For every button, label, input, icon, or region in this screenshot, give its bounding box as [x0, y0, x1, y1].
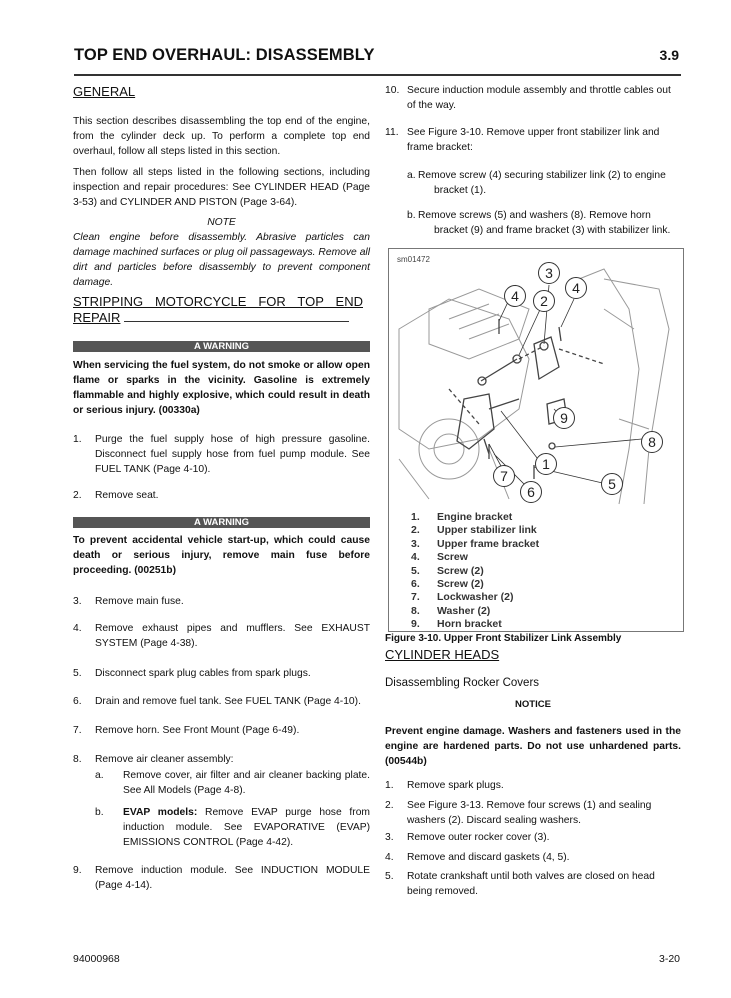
warning-bar-1: A WARNING: [73, 341, 370, 352]
step-11b: b. Remove screws (5) and washers (8). Remove horn bracket (9) and frame bracket (3) with stabilizer link.: [407, 210, 671, 236]
step-9: 9. Remove induction module. See INDUCTION MODULE (Page 4-14).: [73, 865, 370, 891]
legend-number: 2.: [411, 524, 420, 537]
step-6: 6. Drain and remove fuel tank. See FUEL TANK (Page 4-10).: [73, 696, 361, 707]
legend-label: Upper frame bracket: [437, 537, 540, 550]
step-4: 4. Remove exhaust pipes and mufflers. See EXHAUST SYSTEM (Page 4-38).: [73, 623, 370, 649]
page-number: 3-20: [658, 953, 680, 965]
notice-label: NOTICE: [515, 699, 551, 710]
header-rule: [74, 74, 681, 76]
legend-number: 1.: [411, 511, 420, 523]
legend-label: Upper stabilizer link: [437, 524, 537, 537]
page-title: TOP END OVERHAUL: DISASSEMBLY: [74, 46, 375, 64]
legend-label: Screw (2): [437, 578, 484, 590]
legend-item: [411, 578, 484, 591]
legend-label: Washer (2): [437, 604, 491, 617]
legend-label: Screw: [437, 551, 468, 564]
figure-id: sm01472: [397, 255, 430, 264]
legend-number: 8.: [411, 604, 420, 617]
step-1: 1. Purge the fuel supply hose of high pressure gasoline. Disconnect fuel supply hose from fuel pump module. See FUEL TANK (Page 4-10).: [73, 434, 370, 475]
legend-item: [411, 565, 484, 578]
step-2: 2. Remove seat.: [73, 490, 159, 501]
callout-1: 1: [535, 453, 557, 475]
legend-item: [411, 605, 490, 618]
legend-number: 5.: [411, 564, 420, 577]
legend-number: 9.: [411, 618, 420, 631]
section-number: 3.9: [659, 47, 679, 63]
step-7: 7. Remove horn. See Front Mount (Page 6-49).: [73, 725, 300, 736]
legend-item: [411, 551, 468, 564]
notice-text: Prevent engine damage. Washers and fasteners used in the engine are hardened parts. Do not use unhardened parts. (00544b): [385, 726, 681, 767]
callout-6: 6: [520, 481, 542, 503]
rocker-step-2: 2. See Figure 3-13. Remove four screws (1) and sealing washers (2). Discard sealing washers.: [385, 800, 652, 826]
callout-9: 9: [553, 407, 575, 429]
rocker-step-3: 3. Remove outer rocker cover (3).: [385, 832, 550, 843]
step-8a: a. Remove cover, air filter and air cleaner backing plate. See All Models (Page 4-8).: [95, 770, 370, 796]
legend-label: Screw (2): [437, 564, 484, 577]
warning-bar-2: A WARNING: [73, 517, 370, 528]
legend-item: [411, 591, 513, 604]
rocker-cover-steps: [385, 778, 681, 899]
callout-3: 3: [538, 262, 560, 284]
legend-label: Lockwasher (2): [437, 591, 514, 604]
stripping-heading: STRIPPING MOTORCYCLE FOR TOP END REPAIR: [73, 294, 363, 325]
callout-4-left: 4: [504, 285, 526, 307]
legend-number: 3.: [411, 537, 420, 550]
legend-item: [411, 618, 502, 631]
rocker-covers-subheading: Disassembling Rocker Covers: [385, 677, 540, 689]
callout-2: 2: [533, 290, 555, 312]
rocker-step-5: 5. Rotate crankshaft until both valves are closed on head being removed.: [385, 871, 655, 897]
warning-text-2: To prevent accidental vehicle start-up, which could cause death or serious injury, remove main fuse before proceeding. (00251b): [73, 535, 370, 576]
figure-stabilizer-link-assembly: [388, 248, 684, 632]
general-heading: GENERAL: [73, 84, 136, 99]
legend-label: Engine bracket: [437, 511, 513, 523]
right-column: [385, 83, 681, 899]
legend-number: 4.: [411, 551, 420, 564]
legend-number: 6.: [411, 578, 420, 590]
step-10: 10. Secure induction module assembly and throttle cables out of the way.: [385, 85, 671, 111]
heading-underline: [124, 309, 349, 322]
callout-8: 8: [641, 431, 663, 453]
legend-item: [411, 511, 512, 524]
step-11: 11. See Figure 3-10. Remove upper front stabilizer link and frame bracket:: [385, 127, 660, 153]
cylinder-heads-heading: CYLINDER HEADS: [385, 647, 500, 662]
general-para-2: Then follow all steps listed in the following sections, including inspection and repair procedures: See CYLINDER HEAD (Page 3-53) and CYLINDER AND PISTON (Page 3-64).: [73, 167, 370, 208]
note-text: Clean engine before disassembly. Abrasive particles can damage machined surfaces or plug oil passageways. Remove all dirt and particles before disassembly to prevent component damage.: [73, 232, 370, 288]
step-5: 5. Disconnect spark plug cables from spark plugs.: [73, 668, 311, 679]
legend-label: Horn bracket: [437, 618, 502, 631]
general-para-1: This section describes disassembling the top end of the engine, from the cylinder deck up. To perform a complete top end overhaul, follow all steps listed in this section.: [73, 116, 370, 157]
rocker-step-4: 4. Remove and discard gaskets (4, 5).: [385, 852, 570, 863]
rocker-step-1: 1. Remove spark plugs.: [385, 780, 504, 791]
callout-4-right: 4: [565, 277, 587, 299]
note-label: NOTE: [207, 217, 236, 228]
step-8: 8. Remove air cleaner assembly:: [73, 754, 234, 765]
step-11a: a. Remove screw (4) securing stabilizer link (2) to engine bracket (1).: [407, 170, 666, 196]
left-column: [73, 84, 370, 893]
callout-7: 7: [493, 465, 515, 487]
step-8b: b. EVAP models: Remove EVAP purge hose from induction module. See EVAPORATIVE (EVAP) EMISSIONS CONTROL (Page 4-42).: [95, 807, 370, 848]
warning-text-1: When servicing the fuel system, do not smoke or allow open flame or sparks in the vicinity. Gasoline is extremely flammable and highly explosive, which could result in death or serious injury. (00330a): [73, 360, 370, 416]
step-3: 3. Remove main fuse.: [73, 596, 184, 607]
legend-number: 7.: [411, 591, 420, 604]
document-number: 94000968: [73, 953, 120, 965]
figure-caption: Figure 3-10. Upper Front Stabilizer Link Assembly: [385, 633, 622, 644]
callout-5: 5: [601, 473, 623, 495]
legend-item: [411, 538, 539, 551]
legend-item: [411, 524, 537, 537]
